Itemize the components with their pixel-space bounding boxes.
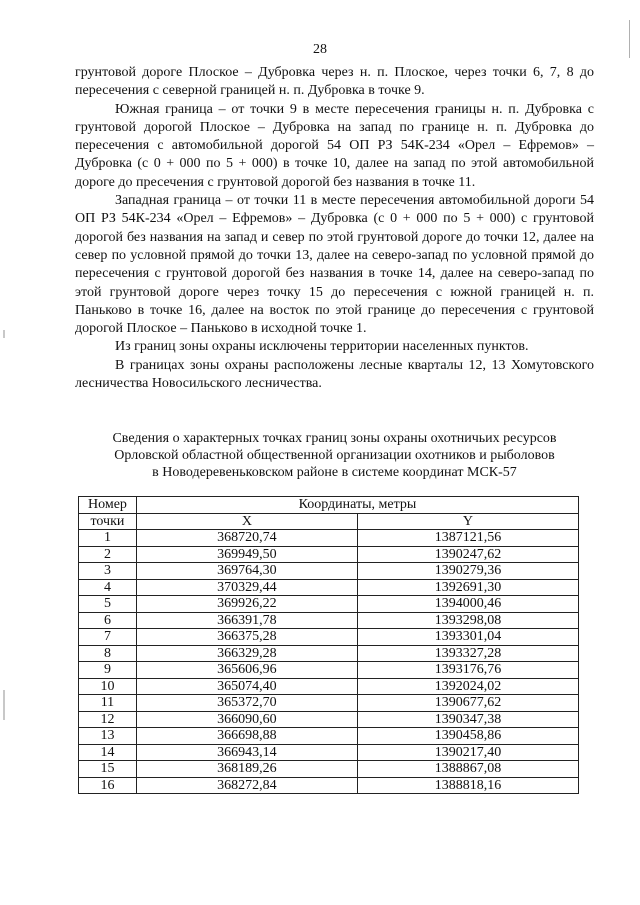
- header-point-number-line2: точки: [79, 513, 137, 530]
- point-number: 7: [79, 629, 137, 646]
- point-number: 11: [79, 695, 137, 712]
- paragraph-south-border: Южная граница – от точки 9 в месте пересечения границы н. п. Дубровка с грунтовой дорогой Плоское – Дубровка на запад по границе н. п. Дубровка до пересечения с автомобильной дорогой 54 ОП РЗ 54К-234 «Орел – Ефремов» – Дубровка (с 0 + 000 по 5 + 000) в точке 10, далее на запад по этой автомобильной дороге до пресечения с грунтовой дорогой без названия в точке 11.: [75, 101, 594, 190]
- coord-x: 365372,70: [136, 695, 357, 712]
- page-number: 28: [313, 42, 327, 57]
- table-title: [75, 430, 594, 481]
- table-row: [79, 744, 579, 761]
- coord-y: 1393327,28: [357, 645, 578, 662]
- point-number: 15: [79, 761, 137, 778]
- coord-y: 1392691,30: [357, 579, 578, 596]
- coord-y: 1388867,08: [357, 761, 578, 778]
- coord-y: 1390279,36: [357, 563, 578, 580]
- point-number: 16: [79, 777, 137, 794]
- body-text: [75, 64, 594, 393]
- coord-x: 370329,44: [136, 579, 357, 596]
- table-row: [79, 777, 579, 794]
- table-title-line: в Новодеревеньковском районе в системе координат МСК-57: [152, 465, 517, 480]
- scan-artifact: [3, 330, 5, 338]
- header-point-number-line1: Номер: [79, 497, 137, 514]
- coord-x: 366329,28: [136, 645, 357, 662]
- point-number: 10: [79, 678, 137, 695]
- coord-x: 369949,50: [136, 546, 357, 563]
- point-number: 12: [79, 711, 137, 728]
- table-title-line: Орловской областной общественной организации охотников и рыболовов: [114, 448, 555, 463]
- table-row: [79, 711, 579, 728]
- header-coordinates: Координаты, метры: [136, 497, 578, 514]
- table-row: [79, 645, 579, 662]
- coord-y: 1388818,16: [357, 777, 578, 794]
- coord-x: 368272,84: [136, 777, 357, 794]
- header-y: Y: [357, 513, 578, 530]
- point-number: 2: [79, 546, 137, 563]
- coord-x: 366391,78: [136, 612, 357, 629]
- coord-x: 369764,30: [136, 563, 357, 580]
- table-row: [79, 546, 579, 563]
- table-title-line: Сведения о характерных точках границ зоны охраны охотничьих ресурсов: [112, 431, 557, 446]
- coord-y: 1390247,62: [357, 546, 578, 563]
- table-row: [79, 596, 579, 613]
- table-row: [79, 662, 579, 679]
- coord-y: 1387121,56: [357, 530, 578, 547]
- paragraph-forest-quarters: В границах зоны охраны расположены лесные кварталы 12, 13 Хомутовского лесничества Новосильского лесничества.: [75, 357, 594, 392]
- point-number: 5: [79, 596, 137, 613]
- coord-x: 366375,28: [136, 629, 357, 646]
- paragraph-continuation: грунтовой дороге Плоское – Дубровка через н. п. Плоское, через точки 6, 7, 8 до пересечения с северной границей н. п. Дубровка в точке 9.: [75, 65, 594, 99]
- table-row: [79, 612, 579, 629]
- coord-y: 1392024,02: [357, 678, 578, 695]
- point-number: 9: [79, 662, 137, 679]
- point-number: 4: [79, 579, 137, 596]
- scan-artifact: [3, 690, 5, 720]
- point-number: 8: [79, 645, 137, 662]
- table-row: [79, 761, 579, 778]
- coord-x: 368189,26: [136, 761, 357, 778]
- table-row: [79, 563, 579, 580]
- coord-x: 365606,96: [136, 662, 357, 679]
- table-row: [79, 530, 579, 547]
- coord-y: 1393298,08: [357, 612, 578, 629]
- paragraph-exclusions: Из границ зоны охраны исключены территории населенных пунктов.: [115, 339, 529, 355]
- paragraph-west-border: Западная граница – от точки 11 в месте пересечения автомобильной дороги 54 ОП РЗ 54К-234 «Орел – Ефремов» – Дубровка (с 0 + 000 по 5 + 000) с грунтовой дорогой без названия на запад и север по этой грунтовой дороге до точки 12, далее на север по условной прямой до точки 13, далее на северо-запад по условной прямой до пересечения с грунтовой дорогой без названия в точке 14, далее на северо-запад по этой грунтовой дороге через точку 15 до пересечения с южной границей н. п. Паньково в точке 16, далее на восток по этой границе до пересечения с грунтовой дорогой Плоское – Паньково в исходной точке 1.: [75, 193, 594, 337]
- coord-y: 1390347,38: [357, 711, 578, 728]
- coord-y: 1393176,76: [357, 662, 578, 679]
- coord-y: 1390458,86: [357, 728, 578, 745]
- table-row: [79, 629, 579, 646]
- table-row: [79, 728, 579, 745]
- header-x: X: [136, 513, 357, 530]
- point-number: 13: [79, 728, 137, 745]
- coordinates-table: [78, 496, 579, 794]
- table-row: [79, 695, 579, 712]
- table-row: [79, 579, 579, 596]
- coord-y: 1393301,04: [357, 629, 578, 646]
- coord-x: 368720,74: [136, 530, 357, 547]
- coord-y: 1394000,46: [357, 596, 578, 613]
- point-number: 6: [79, 612, 137, 629]
- coord-x: 366943,14: [136, 744, 357, 761]
- coord-x: 369926,22: [136, 596, 357, 613]
- coord-y: 1390677,62: [357, 695, 578, 712]
- point-number: 14: [79, 744, 137, 761]
- coord-x: 366090,60: [136, 711, 357, 728]
- table-row: [79, 678, 579, 695]
- point-number: 1: [79, 530, 137, 547]
- coord-x: 365074,40: [136, 678, 357, 695]
- point-number: 3: [79, 563, 137, 580]
- coord-x: 366698,88: [136, 728, 357, 745]
- coord-y: 1390217,40: [357, 744, 578, 761]
